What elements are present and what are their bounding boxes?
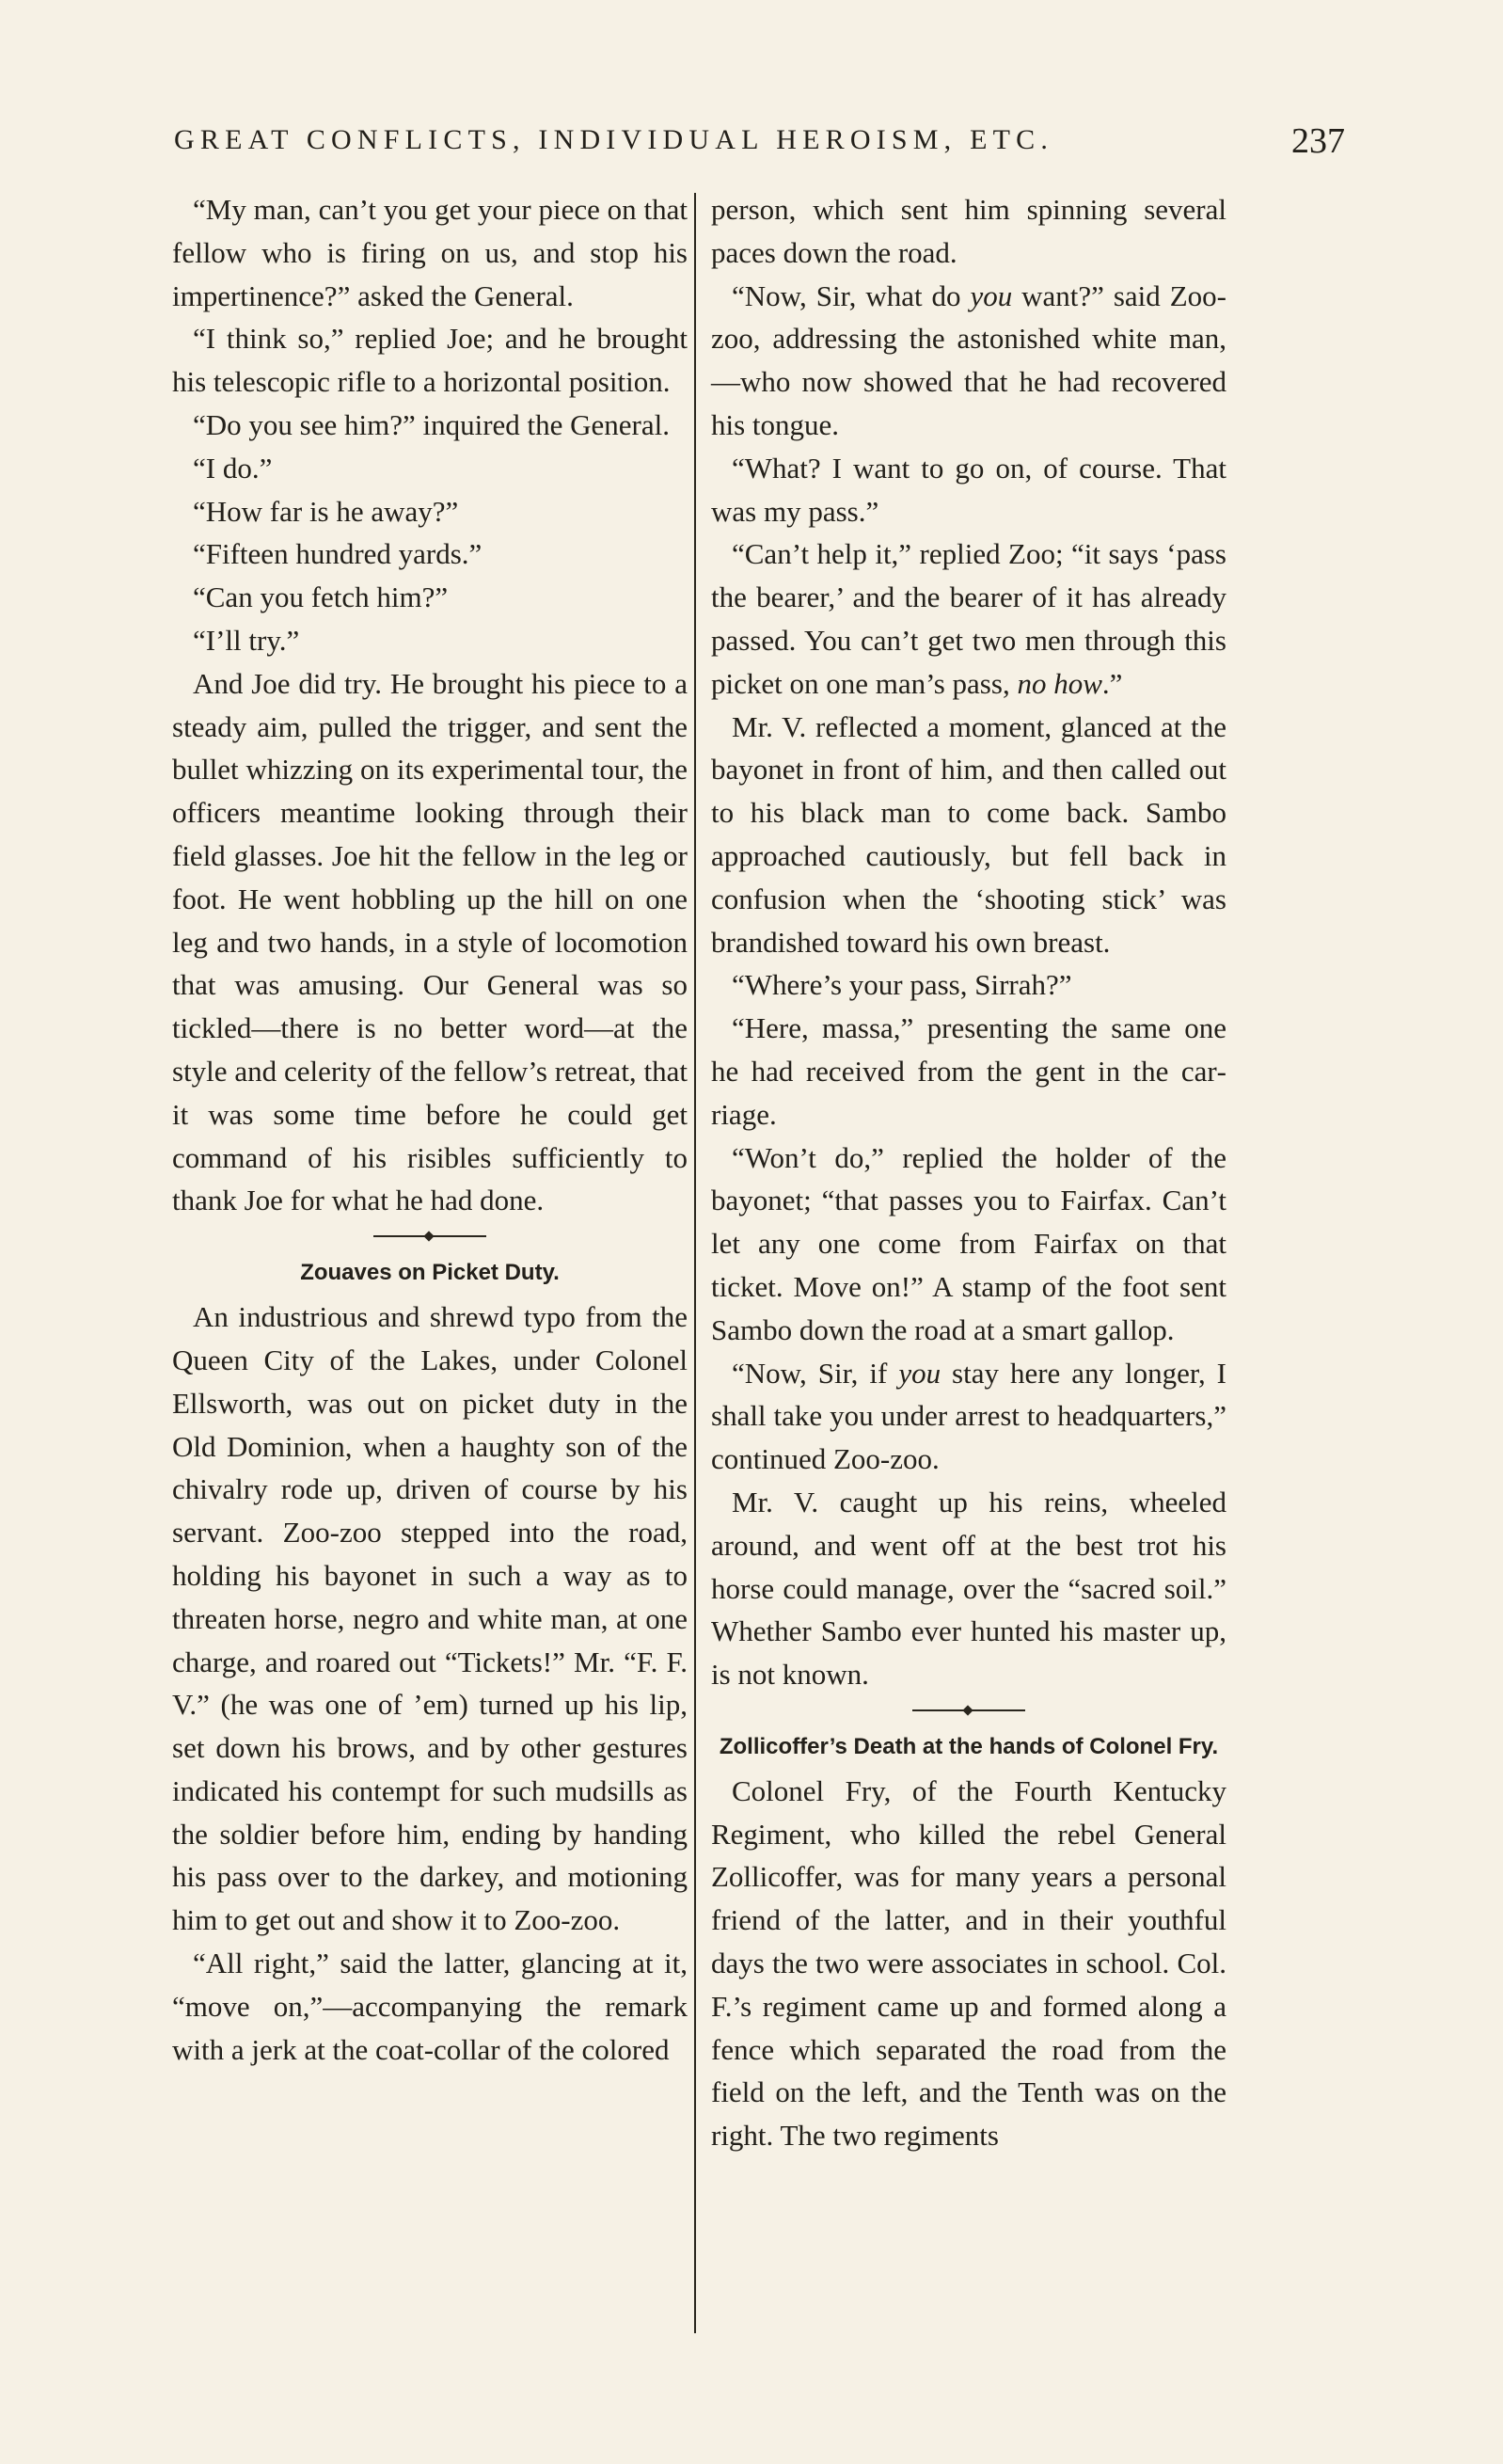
paragraph: Mr. V. caught up his reins, wheeled around, and went off at the best trot his horse could manage, over the “sacred soil.” Whether Sambo ever hunted his master up, is not known. (711, 1485, 1226, 1692)
page-number: 237 (1291, 121, 1345, 161)
left-column (172, 188, 688, 2071)
paragraph: And Joe did try. He brought his piece to a steady aim, pulled the trigger, and sent the bullet whizzing on its experimental tour, the officers meantime looking through their field glasses. Joe hit the fellow in the leg or foot. He went hobbling up the hill on one leg and two hands, in a style of locomotion that was amusing. Our General was so tickled—there is no better word—at the style and celerity of the fellow’s retreat, that it was some time before he could get command of his risibles sufficiently to thank Joe for what he had done. (172, 666, 688, 1217)
text-run: “Now, Sir, if (732, 1356, 899, 1390)
section-divider-ornament (373, 1235, 486, 1237)
page-header (174, 120, 1345, 167)
paragraph: “What? I want to go on, of course. That was my pass.” (711, 451, 1226, 528)
section-heading: Zollicoffer’s Death at the hands of Colonel Fry. (719, 1733, 1219, 1759)
text-run: “Now, Sir, what do (732, 278, 971, 312)
paragraph: “Fifteen hundred yards.” (193, 537, 483, 571)
paragraph: Colonel Fry, of the Fourth Kentucky Regiment, who killed the rebel General Zollicoffer, was for many years a personal friend of the latter, and in their youthful days the two were associates in school. Col. F.’s regiment came up and formed along a fence which separated the road from the field on the left, and the Tenth was on the right. The two regiments (711, 1773, 1226, 2153)
paragraph: “Won’t do,” replied the holder of the bayonet; “that passes you to Fairfax. Can’t let any one come from Fairfax on that ticket. Move on!” A stamp of the foot sent Sambo down the road at a smart gallop. (711, 1140, 1226, 1346)
paragraph: “Here, massa,” presenting the same one he had received from the gent in the carriage. (711, 1011, 1226, 1131)
text-run: “Can’t help it,” replied Zoo; “it says ‘pass the bearer,’ and the bearer of it has already passed. You can’t get two men through this picket on one man’s pass, (711, 537, 1226, 700)
paragraph: “Do you see him?” inquired the General. (193, 407, 671, 441)
italic-text: you (970, 278, 1013, 312)
paragraph: “I think so,” replied Joe; and he brought his telescopic rifle to a horizontal position. (172, 322, 688, 399)
paragraph (711, 533, 1226, 705)
paragraph: “Where’s your pass, Sirrah?” (732, 968, 1072, 1002)
right-column (711, 188, 1226, 2157)
text-run: stay here any longer, I shall take you under arrest to headquarters,” continued Zoo-zoo. (711, 1356, 1226, 1476)
column-divider (694, 193, 696, 2333)
paragraph: Mr. V. reflected a moment, glanced at the bayonet in front of him, and then called out to his black man to come back. Sambo approached cautiously, but fell back in confusion when the ‘shooting stick’ was brandished toward his own breast. (711, 709, 1226, 959)
italic-text: you (898, 1356, 941, 1390)
paragraph (711, 1352, 1226, 1481)
paragraph: “All right,” said the latter, glancing at it, “move on,”—accompanying the remark with a jerk at the coat-collar of the colored (172, 1947, 688, 2066)
italic-text: no how (1017, 666, 1102, 700)
paragraph: “I do.” (193, 451, 273, 485)
running-head: GREAT CONFLICTS, INDIVIDUAL HEROISM, ETC. (174, 124, 1054, 155)
paragraph: “I’ll try.” (193, 623, 300, 657)
text-run: want?” said Zoo-zoo, addressing the astonished white man,—who now showed that he had recovered his tongue. (711, 278, 1226, 441)
paragraph (711, 275, 1226, 447)
paragraph: “Can you fetch him?” (193, 580, 449, 614)
paragraph: “How far is he away?” (193, 494, 459, 528)
paragraph: “My man, can’t you get your piece on that fellow who is firing on us, and stop his impertinence?” asked the General. (172, 193, 688, 312)
text-run: .” (1101, 666, 1123, 700)
paragraph: An industrious and shrewd typo from the Queen City of the Lakes, under Colonel Ellsworth, was out on picket duty in the Old Dominion, when a haughty son of the chivalry rode up, driven of course by his servant. Zoo-zoo stepped into the road, holding his bayonet in such a way as to threaten horse, negro and white man, at one charge, and roared out “Tickets!” Mr. “F. F. V.” (he was one of ’em) turned up his lip, set down his brows, and by other gestures indicated his contempt for such mudsills as the soldier before him, ending by handing his pass over to the darkey, and motioning him to get out and show it to Zoo-zoo. (172, 1300, 688, 1937)
section-heading: Zouaves on Picket Duty. (300, 1260, 560, 1286)
section-divider-ornament (912, 1709, 1025, 1711)
paragraph: person, which sent him spinning several paces down the road. (711, 193, 1226, 269)
